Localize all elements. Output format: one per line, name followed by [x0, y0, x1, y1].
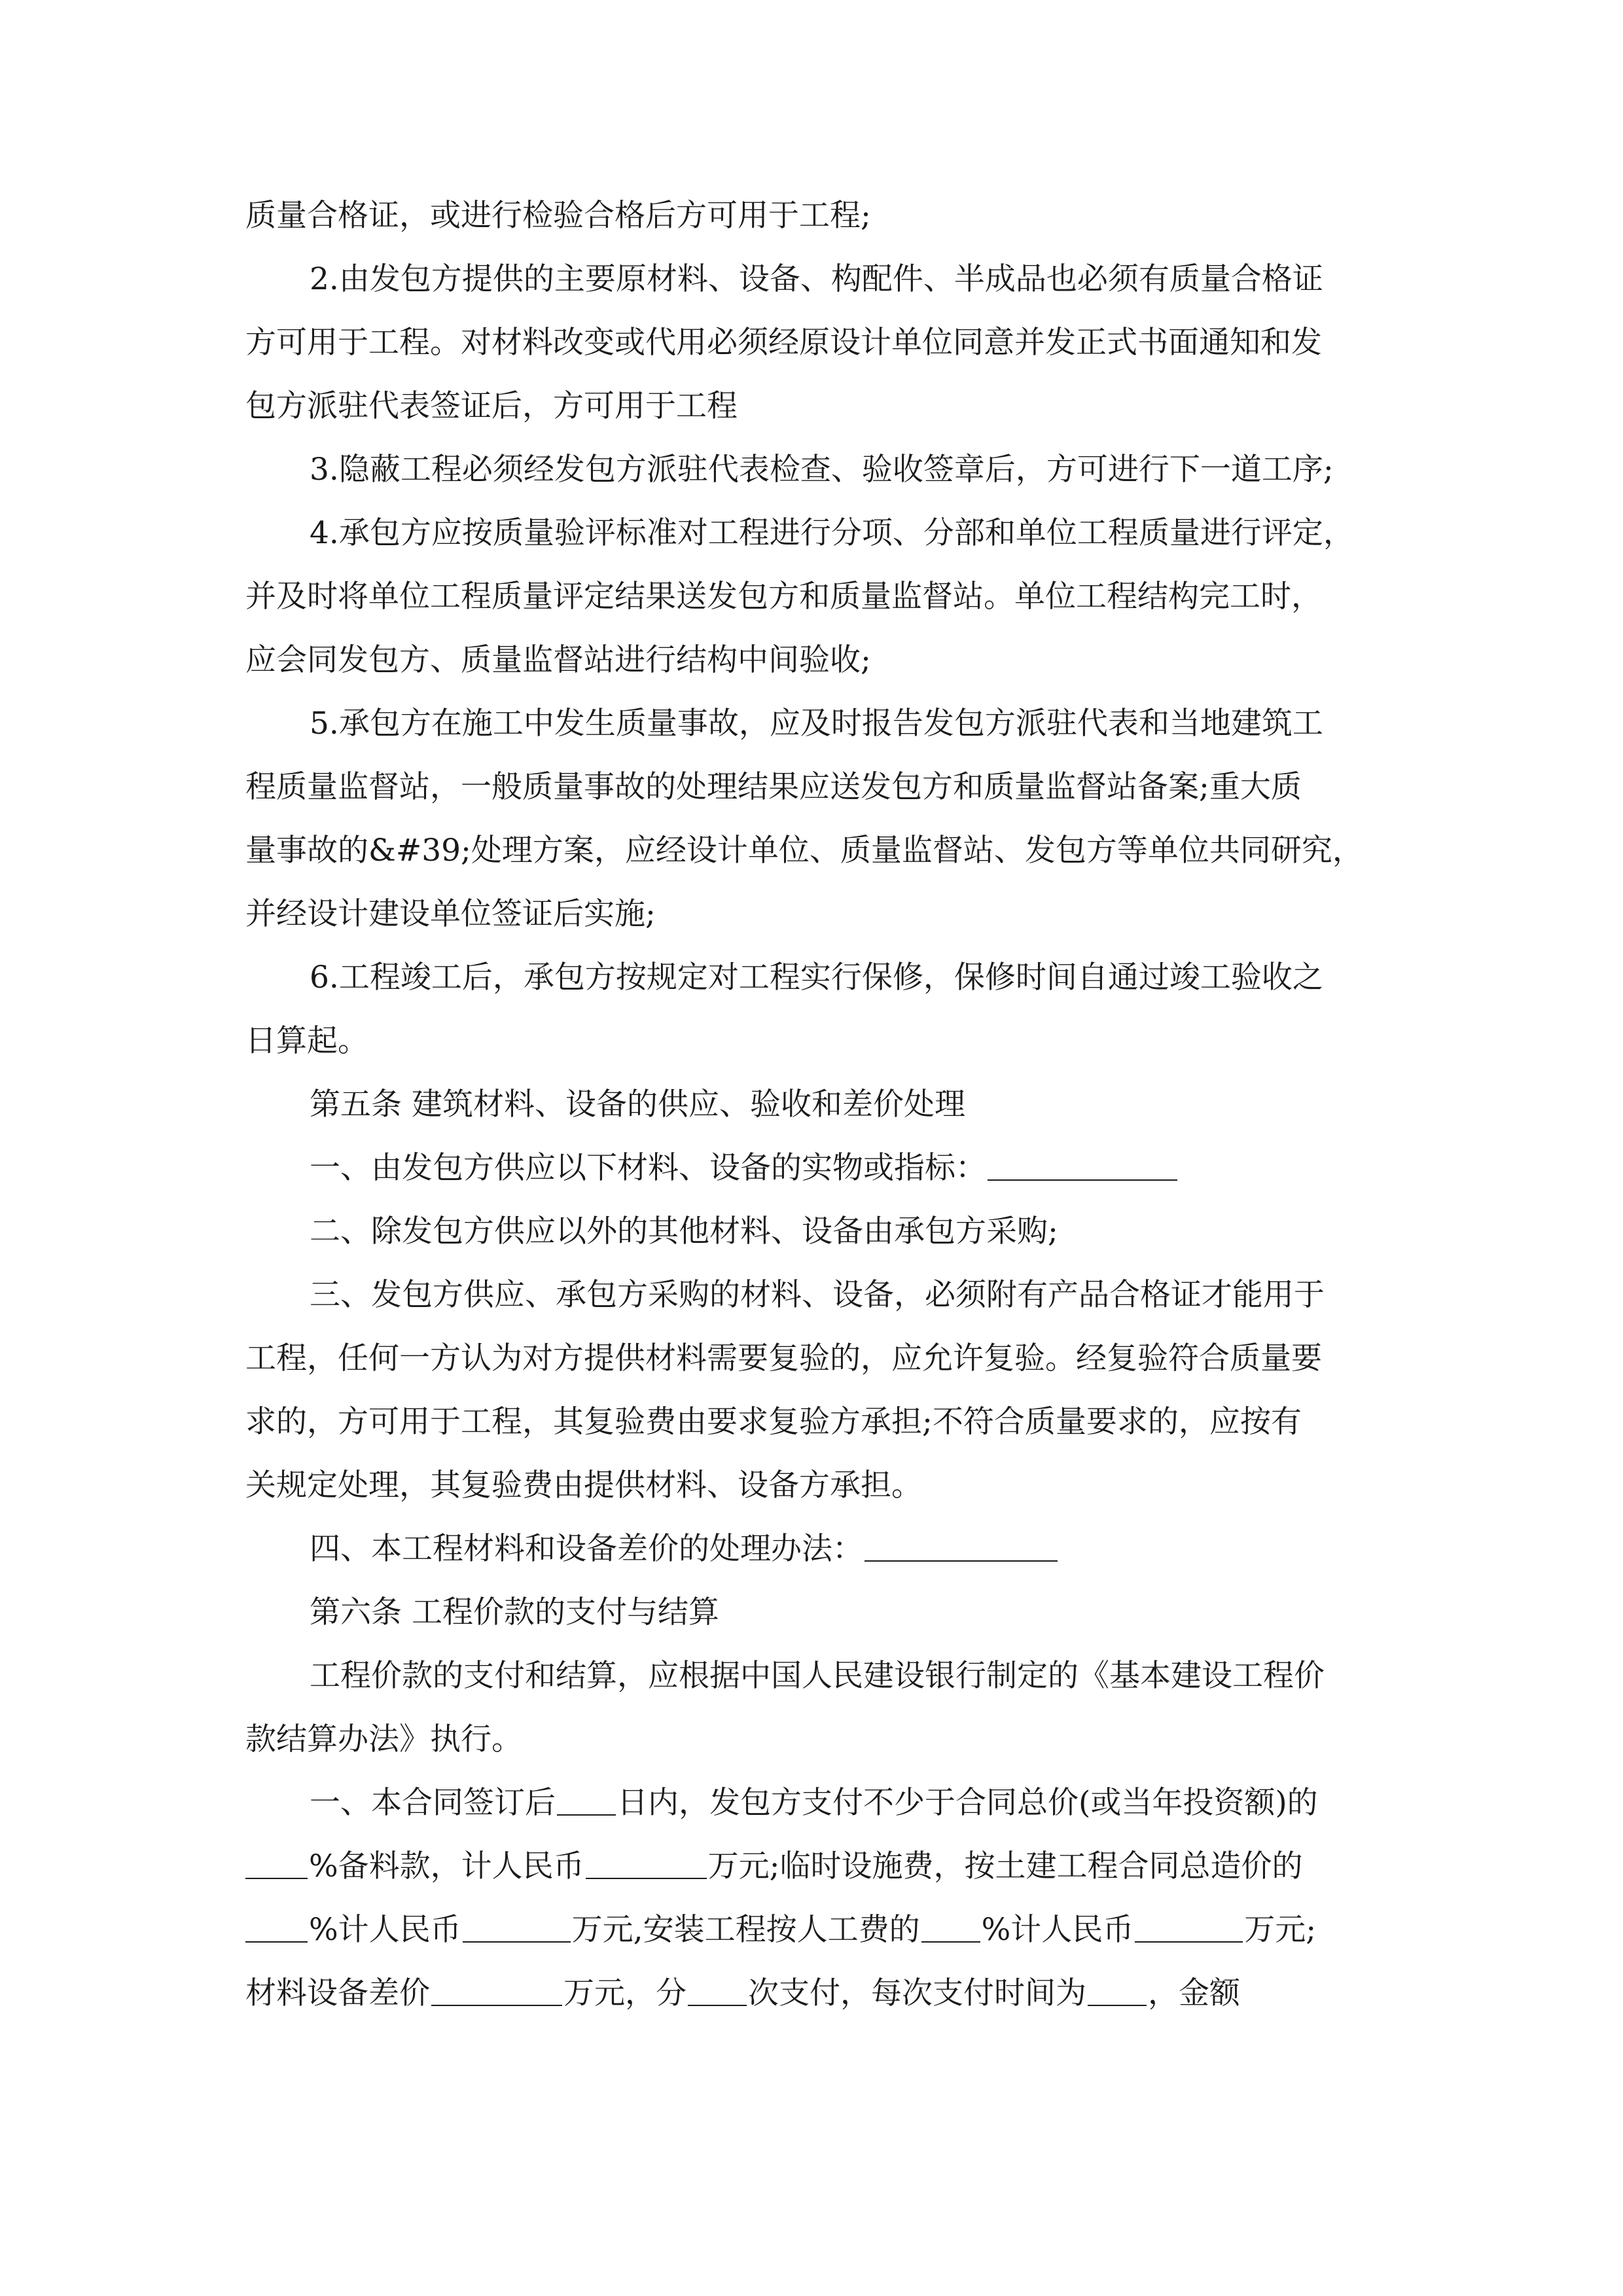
article-5-heading: 第五条 建筑材料、设备的供应、验收和差价处理: [310, 1086, 965, 1122]
text-run: 日内，发包方支付不少于合同总价(或当年投资额)的: [617, 1785, 1318, 1821]
text-run: 万元;临时设施费，按土建工程合同总造价的: [707, 1848, 1303, 1884]
text-line: [245, 1910, 1316, 1950]
text-run: 材料设备差价: [245, 1975, 430, 2011]
fill-blank: [431, 1979, 562, 2006]
text-line: 工程，任何一方认为对方提供材料需要复验的，应允许复验。经复验符合质量要: [245, 1340, 1322, 1376]
text-line: 款结算办法》执行。: [245, 1721, 522, 1757]
text-line: 应会同发包方、质量监督站进行结构中间验收;: [245, 642, 871, 678]
text-run: 一、由发包方供应以下材料、设备的实物或指标：: [310, 1150, 986, 1186]
clause-item-4: 4.承包方应按质量验评标准对工程进行分项、分部和单位工程质量进行评定，: [310, 515, 1354, 551]
fill-blank: [586, 1852, 707, 1879]
fill-blank: [1088, 1979, 1147, 2006]
text-line: 求的，方可用于工程，其复验费由要求复验方承担;不符合质量要求的，应按有: [245, 1404, 1302, 1440]
article-6-heading: 第六条 工程价款的支付与结算: [310, 1594, 719, 1630]
fill-blank: [557, 1788, 616, 1816]
fill-blank: [245, 1915, 308, 1943]
fill-blank: [921, 1915, 980, 1943]
text-run: %备料款，计人民币: [309, 1848, 584, 1884]
fill-blank: [245, 1852, 308, 1879]
article-5-item-2: 二、除发包方供应以外的其他材料、设备由承包方采购;: [310, 1213, 1058, 1249]
text-line: 并经设计建设单位签证后实施;: [245, 896, 656, 932]
text-run: 次支付，每次支付时间为: [748, 1975, 1086, 2011]
text-run: %计人民币: [981, 1912, 1134, 1948]
fill-blank: [463, 1915, 571, 1943]
text-line: 质量合格证，或进行检验合格后方可用于工程;: [245, 198, 871, 234]
text-run: 四、本工程材料和设备差价的处理办法：: [310, 1531, 863, 1567]
text-line: 程质量监督站，一般质量事故的处理结果应送发包方和质量监督站备案;重大质: [245, 769, 1302, 805]
text-run: 万元，分: [563, 1975, 687, 2011]
article-5-item-3: 三、发包方供应、承包方采购的材料、设备，必须附有产品合格证才能用于: [310, 1277, 1325, 1313]
article-6-intro: 工程价款的支付和结算，应根据中国人民建设银行制定的《基本建设工程价: [310, 1658, 1325, 1694]
clause-item-3: 3.隐蔽工程必须经发包方派驻代表检查、验收签章后，方可进行下一道工序;: [310, 452, 1334, 488]
text-line: 并及时将单位工程质量评定结果送发包方和质量监督站。单位工程结构完工时，: [245, 579, 1322, 615]
fill-blank: [988, 1153, 1177, 1181]
text-run: ，金额: [1148, 1975, 1240, 2011]
text-line: 方可用于工程。对材料改变或代用必须经原设计单位同意并发正式书面通知和发: [245, 325, 1322, 361]
text-run: %计人民币: [309, 1912, 461, 1948]
clause-item-5: 5.承包方在施工中发生质量事故，应及时报告发包方派驻代表和当地建筑工: [310, 706, 1323, 742]
text-run: 万元,安装工程按人工费的: [571, 1912, 920, 1948]
article-6-item-1: [310, 1784, 1318, 1823]
fill-blank: [1135, 1915, 1243, 1943]
text-line: 包方派驻代表签证后，方可用于工程: [245, 388, 738, 424]
text-line: 关规定处理，其复验费由提供材料、设备方承担。: [245, 1467, 922, 1503]
clause-item-6: 6.工程竣工后，承包方按规定对工程实行保修，保修时间自通过竣工验收之: [310, 960, 1323, 996]
text-line: 量事故的&#39;处理方案，应经设计单位、质量监督站、发包方等单位共同研究，: [245, 833, 1363, 869]
article-5-item-4: [310, 1530, 1059, 1569]
text-line: 日算起。: [245, 1023, 368, 1059]
fill-blank: [688, 1979, 747, 2006]
text-run: 一、本合同签订后: [310, 1785, 556, 1821]
article-5-item-1: [310, 1149, 1179, 1188]
fill-blank: [865, 1534, 1058, 1562]
clause-item-2: 2.由发包方提供的主要原材料、设备、构配件、半成品也必须有质量合格证: [310, 261, 1323, 297]
text-run: 万元;: [1244, 1912, 1317, 1948]
text-line: [245, 1847, 1303, 1886]
text-line: [245, 1974, 1240, 2013]
